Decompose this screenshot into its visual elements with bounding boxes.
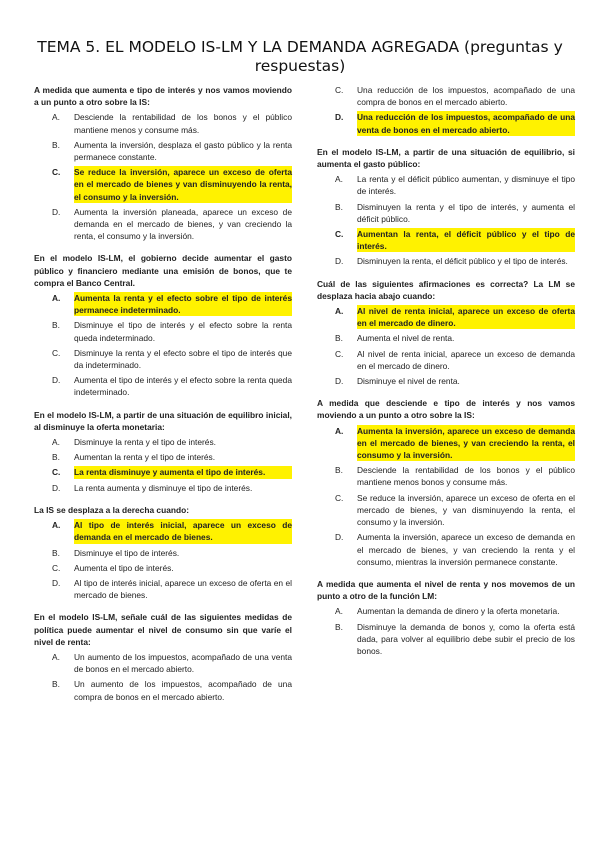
answer-option-correct <box>34 466 292 478</box>
option-text: Aumentan la renta y el tipo de interés. <box>74 452 216 463</box>
answer-option <box>34 651 292 675</box>
option-letter: A. <box>52 651 60 662</box>
answer-option <box>317 255 575 267</box>
option-letter: D. <box>335 376 344 387</box>
option-letter: D. <box>335 256 344 267</box>
option-text: Disminuye el tipo de interés y el efecto sobre la renta queda indeterminado. <box>74 320 292 343</box>
option-letter: B. <box>52 139 60 150</box>
option-text: Un aumento de los impuestos, acompañado de una venta de bonos en el mercado abierto. <box>74 651 292 675</box>
answer-option <box>317 531 575 568</box>
option-letter: A. <box>335 174 343 185</box>
answer-option <box>317 201 575 225</box>
option-letter: C. <box>335 492 344 503</box>
left-column <box>34 84 292 713</box>
answer-option <box>34 562 292 574</box>
question-block <box>317 84 575 136</box>
question-text: En el modelo IS-LM, señale cuál de las siguientes medidas de política puede aumentar el nivel de consumo sin que varíe el nivel de renta: <box>34 612 292 647</box>
option-text: Se reduce la inversión, aparece un exceso de oferta en el mercado de bienes, y van disminuyendo la renta, el consumo y la inversión. <box>357 492 575 528</box>
answer-option <box>34 678 292 702</box>
option-text: Una reducción de los impuestos, acompañado de una compra de bonos en el mercado abierto. <box>357 85 575 108</box>
option-letter: D. <box>52 206 61 217</box>
option-letter: B. <box>335 621 343 632</box>
option-text: Aumenta la inversión, aparece un exceso de demanda en el mercado de bienes, y van creciendo la renta, el consumo y la inversión. <box>357 425 575 461</box>
option-text: Aumenta la inversión planeada, aparece un exceso de demanda en el mercado de bienes, y van creciendo la renta, el consumo y la inversión. <box>74 206 292 242</box>
answer-option <box>34 436 292 448</box>
option-text: Disminuye el nivel de renta. <box>357 376 460 387</box>
option-letter: C. <box>52 562 61 573</box>
question-text: En el modelo IS-LM, a partir de una situación de equilibrio, si aumenta el gasto público: <box>317 146 575 170</box>
option-letter: B. <box>52 320 60 331</box>
option-letter: B. <box>335 201 343 212</box>
option-text: Aumenta la inversión, aparece un exceso de demanda en el mercado de bienes, y van creciendo la renta y el consumo, mientras la inversión permanece constante. <box>357 532 575 567</box>
option-letter: B. <box>52 679 60 690</box>
option-text: Al nivel de renta inicial, aparece un exceso de oferta en el mercado de dinero. <box>357 306 575 329</box>
option-letter: A. <box>335 606 343 617</box>
question-text: A medida que aumenta e tipo de interés y nos vamos moviendo a un punto a otro sobre la IS: <box>34 85 292 108</box>
option-text: La renta disminuye y aumenta el tipo de interés. <box>74 466 292 478</box>
option-letter: D. <box>335 532 344 543</box>
option-letter: A. <box>335 425 344 436</box>
answer-option <box>34 111 292 135</box>
right-column <box>317 84 575 667</box>
answer-option <box>317 84 575 108</box>
option-text: Aumenta la inversión, desplaza el gasto público y la renta permanece constante. <box>74 139 292 163</box>
answer-option-correct <box>317 425 575 462</box>
answer-option <box>34 482 292 494</box>
option-letter: C. <box>335 229 344 240</box>
option-text: Aumentan la demanda de dinero y la oferta monetaria. <box>357 606 560 617</box>
answer-option-correct <box>34 292 292 316</box>
option-letter: C. <box>335 348 344 359</box>
answer-option <box>317 464 575 488</box>
question-text: En el modelo IS-LM, el gobierno decide aumentar el gasto público y financiero mediante una emisión de bonos, que te compra el Banco Central. <box>34 253 292 288</box>
question-block <box>34 504 292 601</box>
option-letter: D. <box>52 577 61 588</box>
option-letter: B. <box>335 465 343 476</box>
question-block <box>34 611 292 702</box>
option-text: Al nivel de renta inicial, aparece un exceso de demanda en el mercado de dinero. <box>357 348 575 371</box>
option-letter: C. <box>52 347 61 358</box>
page-title: TEMA 5. EL MODELO IS-LM Y LA DEMANDA AGREGADA (preguntas y respuestas) <box>37 38 563 75</box>
option-text: Disminuye el tipo de interés. <box>74 547 180 558</box>
question-block <box>34 409 292 494</box>
answer-option <box>317 492 575 529</box>
option-letter: A. <box>335 306 344 317</box>
question-block <box>317 397 575 568</box>
answer-option <box>317 332 575 344</box>
option-text: Aumentan la renta, el déficit público y el tipo de interés. <box>357 229 575 252</box>
option-text: Al tipo de interés inicial, aparece un exceso de oferta en el mercado de bienes. <box>74 577 292 601</box>
question-text: En el modelo IS-LM, a partir de una situación de equilibro inicial, al disminuye la oferta monetaria: <box>34 409 292 432</box>
option-letter: D. <box>52 482 61 493</box>
answer-option <box>317 348 575 372</box>
option-letter: A. <box>52 293 61 304</box>
option-letter: C. <box>52 167 61 178</box>
question-block <box>317 146 575 268</box>
answer-option-correct <box>317 228 575 252</box>
question-text: A medida que aumenta el nivel de renta y nos movemos de un punto a otro de la función LM: <box>317 578 575 602</box>
answer-option <box>34 319 292 343</box>
answer-option-correct <box>317 111 575 135</box>
answer-option-correct <box>34 519 292 543</box>
answer-option <box>34 139 292 163</box>
question-text: A medida que desciende e tipo de interés y nos vamos moviendo a un punto a otro sobre la IS: <box>317 398 575 421</box>
option-letter: A. <box>52 520 61 531</box>
option-text: La renta aumenta y disminuye el tipo de interés. <box>74 482 253 493</box>
option-letter: C. <box>52 467 61 478</box>
answer-option <box>34 347 292 371</box>
answer-option-correct <box>34 166 292 203</box>
option-text: Disminuye la renta y el tipo de interés. <box>74 437 216 448</box>
option-letter: C. <box>335 85 344 95</box>
answer-option <box>34 577 292 601</box>
option-text: Disminuyen la renta, el déficit público y el tipo de interés. <box>357 256 568 267</box>
question-block <box>34 84 292 242</box>
option-text: Se reduce la inversión, aparece un exceso de oferta en el mercado de bienes y van disminuyendo la renta, el consumo y la inversión. <box>74 167 292 202</box>
option-text: Desciende la rentabilidad de los bonos y el público mantiene menos y consume más. <box>74 112 292 135</box>
answer-option <box>317 375 575 387</box>
option-letter: D. <box>52 375 61 386</box>
option-text: Aumenta el tipo de interés y el efecto sobre la renta queda indeterminado. <box>74 375 292 398</box>
answer-option <box>317 173 575 197</box>
answer-option <box>34 451 292 463</box>
option-letter: B. <box>335 333 343 344</box>
option-letter: B. <box>52 452 60 463</box>
option-text: Disminuyen la renta y el tipo de interés, y aumenta el déficit público. <box>357 201 575 224</box>
option-text: Un aumento de los impuestos, acompañado de una compra de bonos en el mercado abierto. <box>74 679 292 702</box>
question-block <box>34 252 292 398</box>
question-block <box>317 578 575 657</box>
option-letter: A. <box>52 437 60 448</box>
option-text: Desciende la rentabilidad de los bonos y el público mantiene menos bonos y consume más. <box>357 465 575 488</box>
answer-option <box>34 547 292 559</box>
answer-option <box>317 605 575 617</box>
option-text: Disminuye la demanda de bonos y, como la oferta está dada, para volver al equilibrio debe subir el precio de los bonos. <box>357 621 575 656</box>
question-block <box>317 278 575 388</box>
option-letter: D. <box>335 112 344 123</box>
option-text: Aumenta el nivel de renta. <box>357 333 455 344</box>
answer-option <box>34 206 292 243</box>
option-text: Al tipo de interés inicial, aparece un exceso de demanda en el mercado de bienes. <box>74 520 292 543</box>
option-text: La renta y el déficit público aumentan, y disminuye el tipo de interés. <box>357 174 575 197</box>
question-text: La IS se desplaza a la derecha cuando: <box>34 504 189 515</box>
option-letter: A. <box>52 112 60 123</box>
answer-option-correct <box>317 305 575 329</box>
option-text: Aumenta la renta y el efecto sobre el tipo de interés permanece indeterminado. <box>74 293 292 316</box>
option-letter: B. <box>52 547 60 558</box>
answer-option <box>317 621 575 658</box>
answer-option <box>34 374 292 398</box>
option-text: Disminuye la renta y el efecto sobre el tipo de interés que da indeterminado. <box>74 347 292 371</box>
question-text: Cuál de las siguientes afirmaciones es correcta? La LM se desplaza hacia abajo cuando: <box>317 278 575 301</box>
option-text: Una reducción de los impuestos, acompañado de una venta de bonos en el mercado abierto. <box>357 112 575 135</box>
option-text: Aumenta el tipo de interés. <box>74 562 174 573</box>
